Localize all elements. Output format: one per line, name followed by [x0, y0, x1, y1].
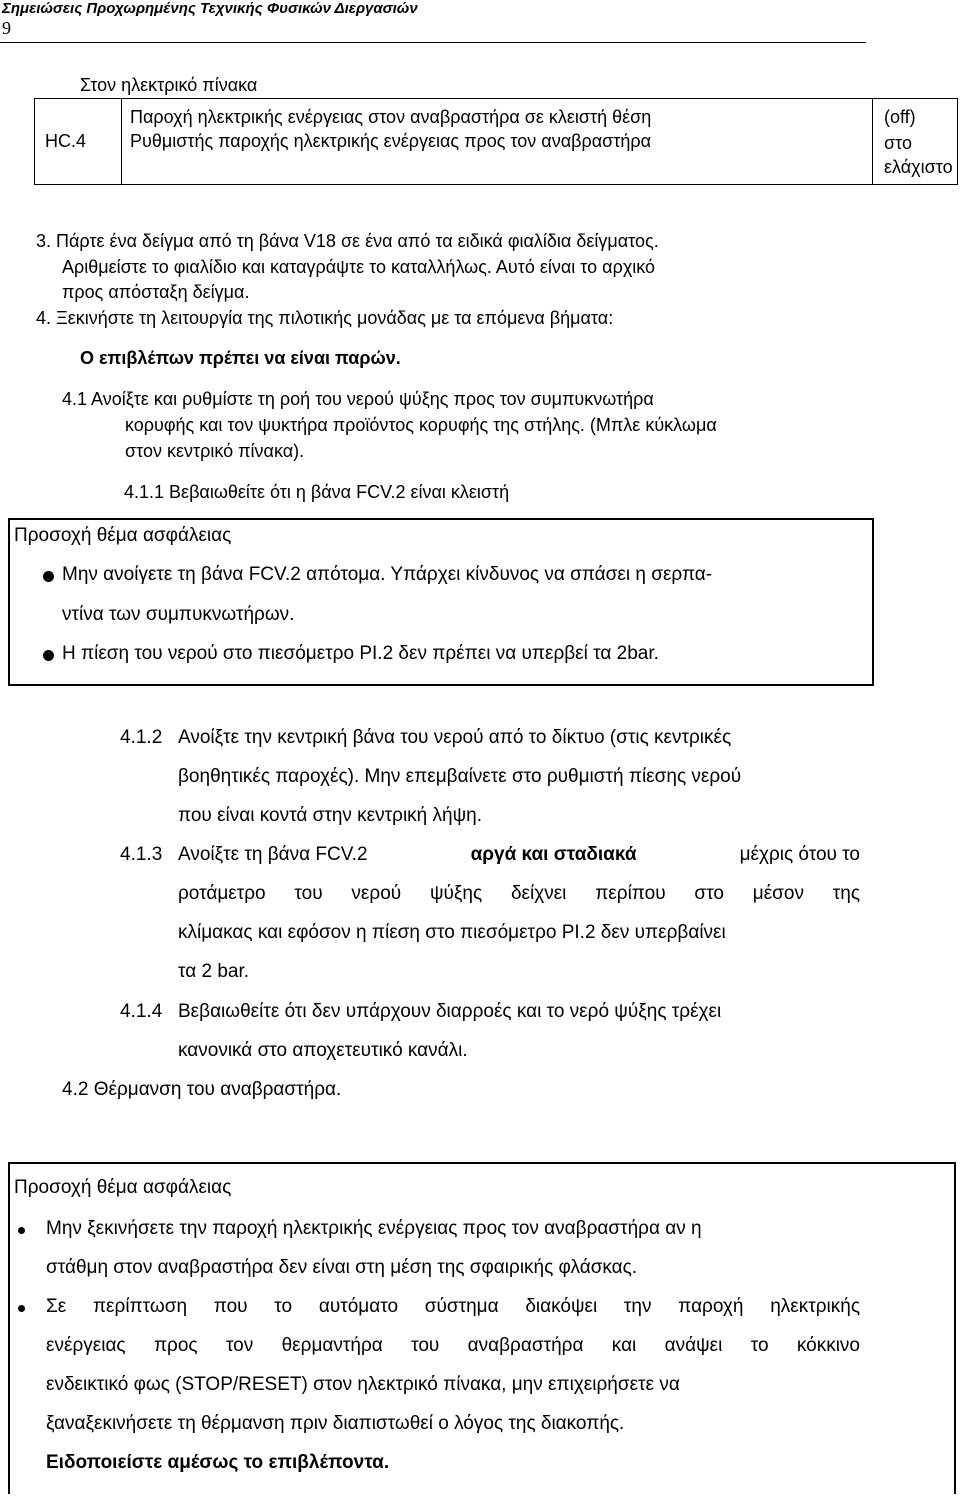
step-4-1-3-text-post: μέχρις ότου το: [739, 844, 860, 865]
bullet-icon: [18, 1305, 25, 1312]
bullet-icon: [43, 650, 54, 661]
notify-supervisor: Ειδοποιείστε αμέσως το επιβλέποντα.: [46, 1452, 390, 1473]
safety-box-2: [8, 1162, 956, 1494]
safety-2-bullet-1-line-1: Μην ξεκινήσετε την παροχή ηλεκτρικής ενέργειας προς τον αναβραστήρα αν η: [46, 1218, 702, 1239]
step-4-1-3-line-2: ροτάμετρο του νερού ψύξης δείχνει περίπου στο μέσον της: [178, 883, 860, 904]
safety-1-bullet-2: Η πίεση του νερού στο πιεσόμετρο PI.2 δεν πρέπει να υπερβεί τα 2bar.: [62, 643, 659, 664]
step-4-1-4-number: 4.1.4: [120, 1001, 163, 1022]
step-4-1-line-1: 4.1 Ανοίξτε και ρυθμίστε τη ροή του νερού ψύξης προς τον συμπυκνωτήρα: [62, 389, 654, 409]
step-4-1-line-2: κορυφής και τον ψυκτήρα προϊόντος κορυφής της στήλης. (Μπλε κύκλωμα: [125, 415, 717, 435]
step-4-1-3-line-3: κλίμακας και εφόσον η πίεση στο πιεσόμετρο PI.2 δεν υπερβαίνει: [178, 922, 726, 943]
safety-box-2-title: Προσοχή θέμα ασφάλειας: [14, 1177, 232, 1198]
step-4-1-4-line-1: Βεβαιωθείτε ότι δεν υπάρχουν διαρροές και το νερό ψύξης τρέχει: [178, 1001, 722, 1022]
table-cell-code: [34, 98, 122, 185]
table-state-1: (off): [884, 107, 916, 127]
step-3-line-2: Αριθμείστε το φιαλίδιο και καταγράψτε το καταλλήλως. Αυτό είναι το αρχικό: [62, 257, 656, 277]
safety-2-bullet-2-line-3: ενδεικτικό φως (STOP/RESET) στον ηλεκτρικό πίνακα, μην επιχειρήσετε να: [46, 1374, 680, 1395]
step-4-1-line-3: στον κεντρικό πίνακα).: [125, 441, 305, 461]
safety-2-bullet-1-line-2: στάθμη στον αναβραστήρα δεν είναι στη μέση της σφαιρικής φλάσκας.: [46, 1257, 638, 1278]
step-4-1-2-number: 4.1.2: [120, 727, 163, 748]
bullet-icon: [43, 571, 54, 582]
supervisor-note: Ο επιβλέπων πρέπει να είναι παρών.: [80, 348, 401, 368]
step-4-1-3-line-4: τα 2 bar.: [178, 961, 250, 982]
step-3-line-1: 3. Πάρτε ένα δείγμα από τη βάνα V18 σε ένα από τα ειδικά φιαλίδια δείγματος.: [36, 231, 659, 251]
safety-box-1-title: Προσοχή θέμα ασφάλειας: [14, 525, 232, 546]
step-4-1-2-line-1: Ανοίξτε την κεντρική βάνα του νερού από το δίκτυο (στις κεντρικές: [178, 727, 732, 748]
table-cell-description: [120, 98, 873, 185]
safety-2-bullet-2-line-4: ξαναξεκινήσετε τη θέρμανση πριν διαπιστωθεί ο λόγος της διακοπής.: [46, 1413, 625, 1434]
step-4-1-3-number: 4.1.3: [120, 844, 163, 865]
document-title: Σημειώσεις Προχωρημένης Τεχνικής Φυσικών Διεργασιών: [2, 0, 418, 17]
step-4-2: 4.2 Θέρμανση του αναβραστήρα.: [62, 1079, 342, 1100]
table-line-2: Ρυθμιστής παροχής ηλεκτρικής ενέργειας προς τον αναβραστήρα: [130, 131, 651, 151]
table-line-1: Παροχή ηλεκτρικής ενέργειας στον αναβραστήρα σε κλειστή θέση: [130, 107, 652, 127]
valve-table: [34, 98, 959, 185]
safety-1-bullet-1-line-2: ντίνα των συμπυκνωτήρων.: [62, 604, 295, 625]
bullet-icon: [18, 1227, 25, 1234]
step-4-1-3-emphasis: αργά και σταδιακά: [470, 844, 637, 865]
step-4-1-2-line-3: που είναι κοντά στην κεντρική λήψη.: [178, 805, 482, 826]
page-number: 9: [2, 18, 11, 38]
table-code: HC.4: [45, 131, 87, 151]
header-divider: [0, 42, 866, 43]
safety-2-bullet-2-line-2: ενέργειας προς τον θερμαντήρα του αναβραστήρα και ανάψει το κόκκινο: [46, 1335, 860, 1356]
step-4-1-3-text-pre: Ανοίξτε τη βάνα FCV.2: [178, 844, 368, 865]
table-cell-state: [872, 98, 958, 185]
safety-2-bullet-2-line-1: Σε περίπτωση που το αυτόματο σύστημα διακόψει την παροχή ηλεκτρικής: [46, 1296, 860, 1317]
safety-1-bullet-1-line-1: Μην ανοίγετε τη βάνα FCV.2 απότομα. Υπάρχει κίνδυνος να σπάσει η σερπα-: [62, 564, 713, 585]
step-4-1-3-line-1: [178, 844, 860, 866]
step-4-1-4-line-2: κανονικά στο αποχετευτικό κανάλι.: [178, 1040, 468, 1061]
step-4-1-1: 4.1.1 Βεβαιωθείτε ότι η βάνα FCV.2 είναι κλειστή: [124, 482, 510, 502]
step-4-line-1: 4. Ξεκινήστε τη λειτουργία της πιλοτικής μονάδας με τα επόμενα βήματα:: [36, 308, 614, 328]
table-caption: Στον ηλεκτρικό πίνακα: [80, 75, 258, 95]
table-state-2b: ελάχιστο: [884, 157, 953, 177]
safety-box-1: [8, 518, 874, 686]
step-3-line-3: προς απόσταξη δείγμα.: [62, 282, 250, 302]
table-state-2a: στο: [884, 133, 912, 153]
step-4-1-2-line-2: βοηθητικές παροχές). Μην επεμβαίνετε στο ρυθμιστή πίεσης νερού: [178, 766, 742, 787]
